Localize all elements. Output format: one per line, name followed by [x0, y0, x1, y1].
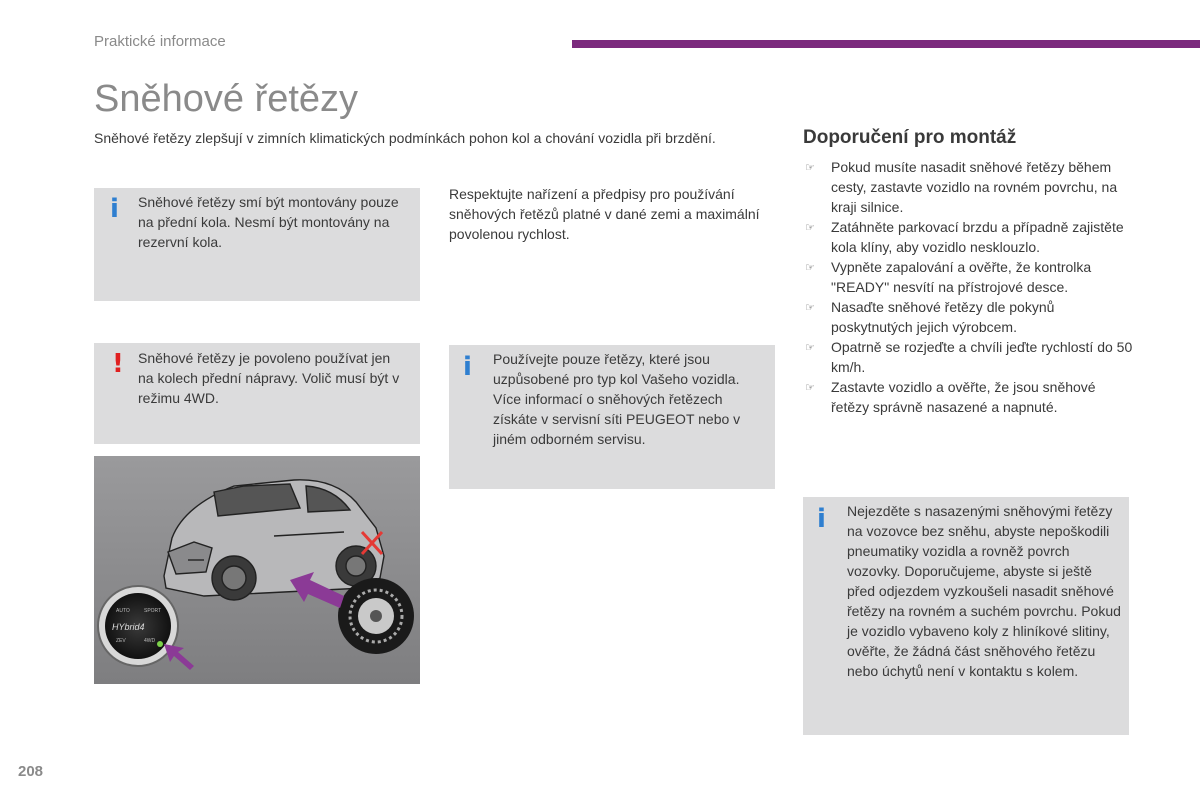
list-item: [803, 377, 1133, 417]
pointing-hand-icon: ☞: [805, 341, 815, 354]
info-box-text: Používejte pouze řetězy, které jsou uzpůsobené pro typ kol Vašeho vozidla. Více informací o sněhových řetězech získáte v servisní síti PEUGEOT nebo v jiném odborném servisu.: [493, 351, 741, 447]
warning-box: [94, 343, 420, 444]
info-box-text: Sněhové řetězy smí být montovány pouze na přední kola. Nesmí být montovány na rezervní kola.: [138, 194, 399, 250]
page-number: 208: [18, 763, 44, 780]
header-accent-bar: [572, 40, 1200, 48]
list-item: [803, 217, 1133, 257]
info-box-front-wheels: [94, 188, 420, 301]
pointing-hand-icon: ☞: [805, 381, 815, 394]
list-item: [803, 157, 1133, 217]
info-box-text: Nejezděte s nasazenými sněhovými řetězy na vozovce bez sněhu, abyste nepoškodili pneumatiky vozidla a rovněž povrch vozovky. Doporučujeme, abyste si ještě před odjezdem vyzkoušeli nasadit sněhové řetězy na rovném a suchém povrchu. Pokud je vozidlo vybaveno koly z hliníkové slitiny, ověřte, že žádná část sněhového řetězu nebo úchytů není v kontaktu s kolem.: [847, 503, 1121, 679]
intro-paragraph: Sněhové řetězy zlepšují v zimních klimatických podmínkách pohon kol a chování vozidla při brzdění.: [94, 130, 716, 146]
step-text: Zastavte vozidlo a ověřte, že jsou sněhové řetězy správně nasazené a napnuté.: [831, 379, 1096, 415]
pointing-hand-icon: ☞: [805, 301, 815, 314]
svg-text:4WD: 4WD: [144, 638, 156, 644]
page-title: Sněhové řetězy: [94, 78, 359, 120]
list-item: [803, 257, 1133, 297]
snow-chain-illustration: [94, 456, 420, 684]
list-item: [803, 297, 1133, 337]
info-icon: i: [463, 352, 472, 382]
svg-text:HYbrid4: HYbrid4: [112, 622, 145, 632]
list-item: [803, 337, 1133, 377]
step-text: Zatáhněte parkovací brzdu a případně zajistěte kola klíny, aby vozidlo nesklouzlo.: [831, 219, 1124, 255]
pointing-hand-icon: ☞: [805, 161, 815, 174]
step-text: Pokud musíte nasadit sněhové řetězy během cesty, zastavte vozidlo na rovném povrchu, na kraji silnice.: [831, 159, 1118, 215]
warning-icon: !: [112, 349, 124, 379]
pointing-hand-icon: ☞: [805, 261, 815, 274]
info-box-no-snow: [803, 497, 1129, 735]
svg-text:AUTO: AUTO: [116, 608, 130, 614]
info-icon: i: [817, 504, 826, 534]
section-label: Praktické informace: [94, 33, 226, 50]
svg-text:SPORT: SPORT: [144, 608, 162, 614]
info-box-adapted-chains: [449, 345, 775, 489]
svg-text:ZEV: ZEV: [116, 638, 126, 644]
mounting-title: Doporučení pro montáž: [803, 127, 1017, 148]
mounting-steps-list: [803, 157, 1133, 417]
info-icon: i: [110, 194, 119, 224]
step-text: Vypněte zapalování a ověřte, že kontrolka "READY" nesvítí na přístrojové desce.: [831, 259, 1092, 295]
step-text: Nasaďte sněhové řetězy dle pokynů poskytnutých jejich výrobcem.: [831, 299, 1055, 335]
step-text: Opatrně se rozjeďte a chvíli jeďte rychlostí do 50 km/h.: [831, 339, 1133, 375]
tyre-with-chain-icon: [338, 578, 414, 654]
regulations-paragraph: Respektujte nařízení a předpisy pro používání sněhových řetězů platné v dané zemi a maximální povolenou rychlost.: [449, 186, 760, 242]
car-illustration-svg: [94, 456, 420, 684]
mode-selector-dial-icon: [98, 586, 178, 666]
warning-box-text: Sněhové řetězy je povoleno používat jen na kolech přední nápravy. Volič musí být v režimu 4WD.: [138, 350, 400, 406]
pointing-hand-icon: ☞: [805, 221, 815, 234]
